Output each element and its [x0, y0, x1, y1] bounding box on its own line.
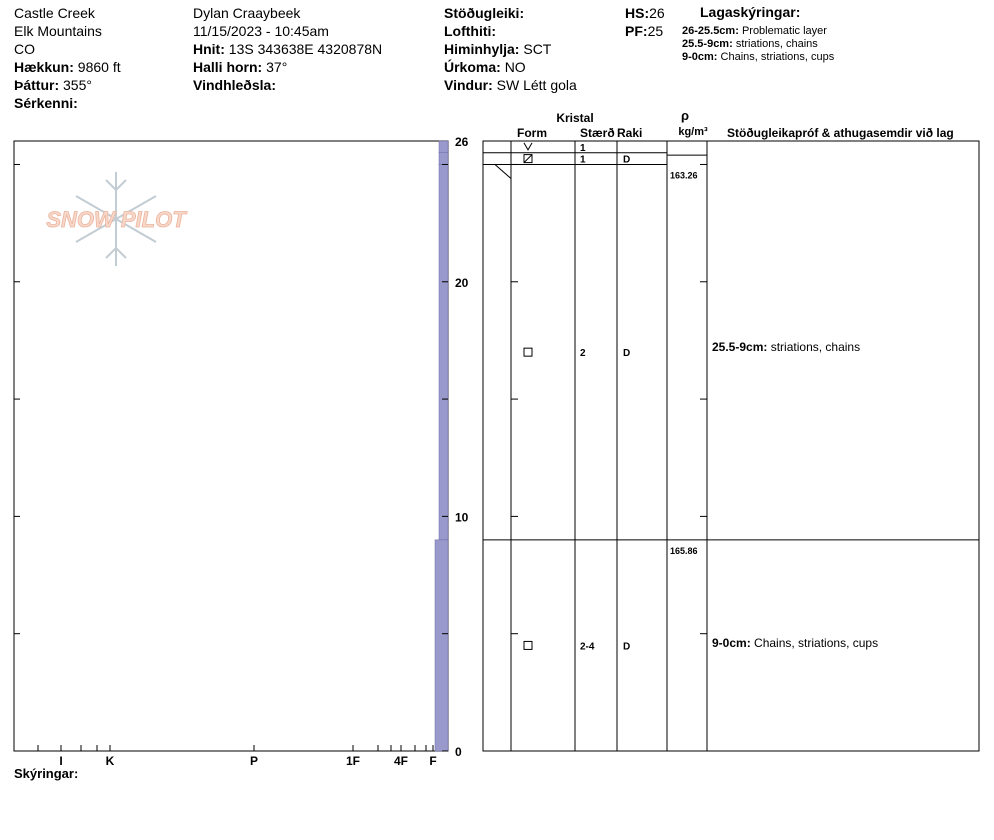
air-temp-label: Lofthiti: [444, 23, 497, 39]
x-tick-label: 1F [345, 754, 361, 768]
aspect-label: Þáttur: [14, 77, 60, 93]
header-rho: ρ [680, 108, 690, 123]
y-tick-labels [455, 135, 469, 759]
pf-value: 25 [647, 23, 664, 39]
x-tick-label: F [429, 754, 437, 768]
grain-size: 1 [580, 142, 586, 154]
legend-text: Chains, striations, cups [720, 51, 835, 63]
hs-label: HS: [625, 5, 650, 21]
location-name: Castle Creek [14, 5, 95, 21]
density-ticks [670, 170, 698, 555]
density-value: 163.26 [670, 170, 698, 181]
comment-range: 25.5-9cm: [712, 340, 768, 355]
wind-label: Vindur: [444, 77, 493, 93]
x-tick-label: 4F [393, 754, 409, 768]
wind-value: SW Létt gola [496, 77, 577, 93]
layer-table-frame [483, 141, 979, 751]
header-form: Form [517, 126, 547, 140]
y-tick-label: 26 [455, 135, 469, 149]
x-tick-label: P [249, 754, 259, 768]
layer-rows [483, 143, 979, 653]
header-crystal: Kristal [556, 111, 594, 125]
slope-label: Halli horn: [193, 59, 263, 75]
faceted-rounded-icon [524, 155, 532, 163]
legend-text: Problematic layer [741, 25, 827, 37]
hardness-bar [439, 153, 448, 165]
y-tick-label: 10 [455, 510, 469, 525]
elevation-value: 9860 ft [77, 59, 121, 75]
moisture-value: D [623, 641, 631, 653]
layer-comment [712, 340, 860, 354]
grain-size: 2 [580, 348, 586, 360]
grain-size: 2-4 [580, 641, 595, 653]
features-label: Sérkenni: [14, 95, 78, 111]
aspect-value: 355° [63, 77, 92, 93]
snowpilot-watermark [46, 172, 187, 266]
state: CO [14, 41, 35, 57]
hardness-bar [439, 141, 448, 153]
comment-range: 9-0cm: [712, 636, 751, 651]
sky-value: SCT [523, 41, 552, 57]
density-value: 165.86 [670, 545, 698, 556]
pf-label: PF: [625, 23, 648, 39]
x-tick-labels [59, 754, 436, 768]
wind-loading-label: Vindhleðsla: [193, 77, 276, 93]
header-moisture: Raki [617, 126, 643, 140]
watermark-text: SNOW PILOT [46, 207, 186, 232]
moisture-value: D [623, 348, 631, 360]
faceted-icon [524, 641, 532, 649]
layer-comment [712, 636, 878, 650]
legend-range: 26-25.5cm: [682, 25, 739, 37]
x-tick-label: K [105, 754, 115, 768]
y-tick-label: 0 [455, 745, 462, 759]
grain-size: 1 [580, 154, 586, 166]
layer-table-columns [511, 141, 707, 751]
header-size: Stærð [580, 126, 615, 140]
faceted-icon [524, 348, 532, 356]
precip-label: Úrkoma: [444, 59, 501, 75]
hardness-bars [435, 141, 448, 751]
observer-name: Dylan Craaybeek [193, 5, 301, 21]
hardness-chart-frame [14, 141, 448, 751]
moisture-value: D [623, 154, 631, 166]
x-tick-label: I [59, 754, 63, 768]
legend-text: striations, chains [735, 38, 818, 50]
hardness-ticks [14, 164, 707, 751]
stability-label: Stöðugleiki: [444, 5, 525, 21]
notes-label: Skýringar: [14, 766, 79, 781]
hs-value: 26 [649, 5, 665, 21]
slope-value: 37° [266, 59, 288, 75]
hardness-bar [439, 164, 448, 539]
legend-title: Lagaskýringar: [700, 4, 801, 20]
boundary-connector [483, 164, 511, 178]
y-tick-label: 20 [455, 275, 469, 290]
coords-label: Hnit: [193, 41, 225, 57]
comment-text: striations, chains [770, 340, 861, 355]
header-tests: Stöðugleikapróf & athugasemdir við lag [727, 126, 954, 140]
header-density-unit: kg/m³ [678, 126, 708, 138]
surface-hoar-icon [524, 143, 532, 150]
legend-range: 9-0cm: [682, 51, 718, 63]
comment-text: Chains, striations, cups [754, 636, 879, 651]
sky-label: Himinhylja: [444, 41, 520, 57]
coords-value: 13S 343638E 4320878N [228, 41, 383, 57]
elevation-label: Hækkun: [14, 59, 74, 75]
observation-datetime: 11/15/2023 - 10:45am [193, 23, 329, 39]
precip-value: NO [504, 59, 526, 75]
hardness-bar [435, 540, 448, 751]
mountain-range: Elk Mountains [14, 23, 102, 39]
legend-range: 25.5-9cm: [682, 38, 733, 50]
